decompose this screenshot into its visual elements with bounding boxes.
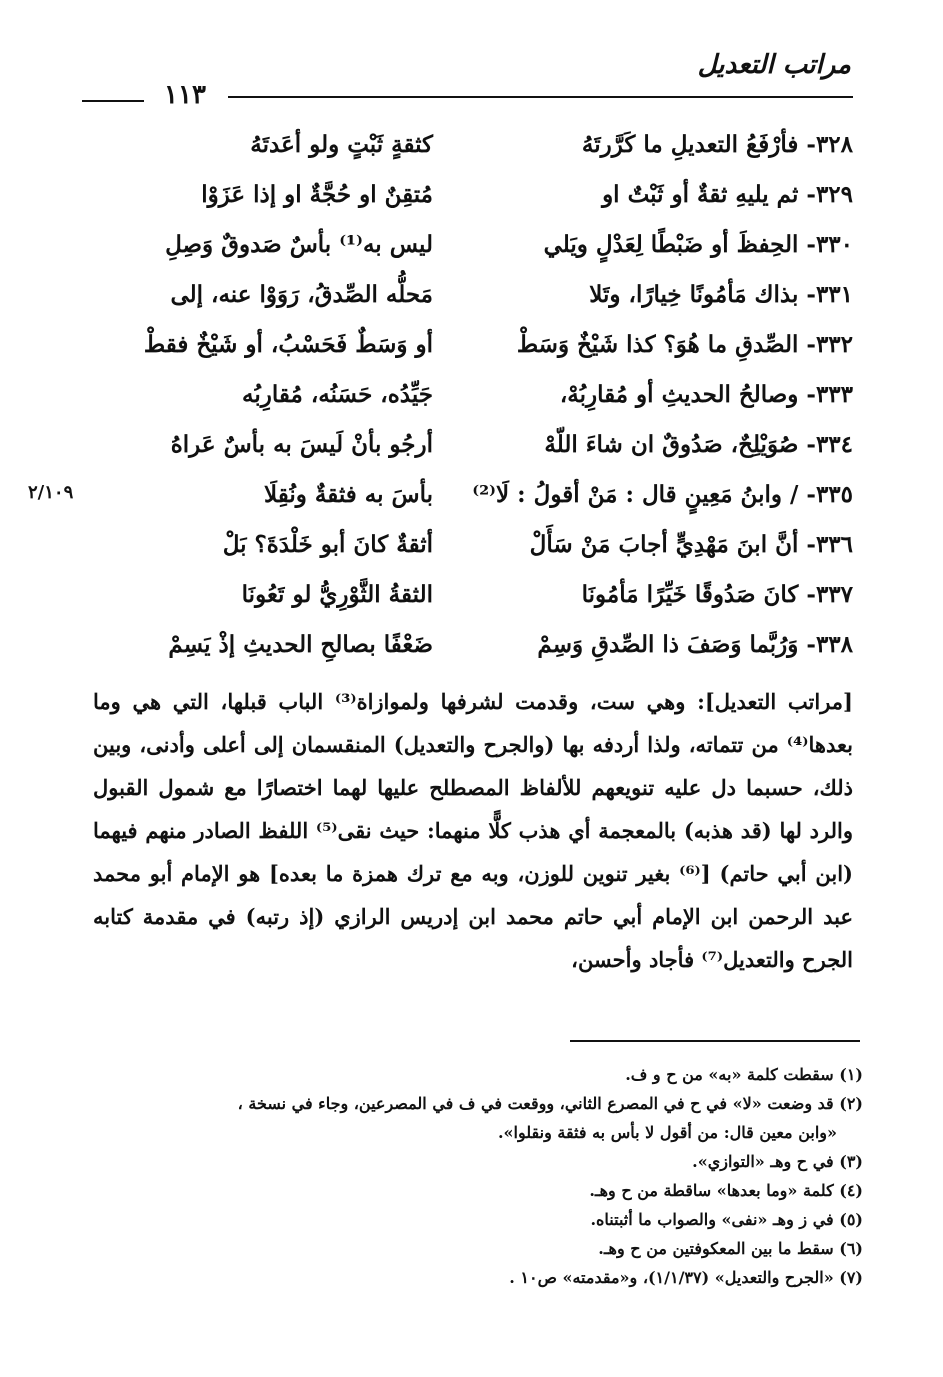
verse-first-hemistich: ٣٣١- بذاك مَأمُونًا خِيارًا، وتَلا: [589, 281, 853, 308]
verse-333: [113, 372, 853, 422]
verse-first-hemistich: ٣٣٣- وصالحُ الحديثِ أو مُقارِبُهْ،: [559, 381, 853, 408]
verse-second-hemistich: ليس به⁽¹⁾ بأسٌ صَدوقٌ وَصِلِ: [165, 231, 433, 258]
verse-first-hemistich: ٣٣٥- / وابنُ مَعِينٍ قال : مَنْ أقولُ : لَا⁽²⁾: [472, 481, 853, 508]
footnote-7: (٧) «الجرح والتعديل» (١/١/٣٧)، و«مقدمته» ص١٠ .: [509, 1268, 863, 1287]
running-title: مراتب التعديل: [697, 50, 851, 80]
verse-329: [113, 172, 853, 222]
footnote-5: (٥) في ز وهـ «نفى» والصواب ما أثبتناه.: [590, 1210, 863, 1229]
verse-first-hemistich: ٣٣٦- أنَّ ابنَ مَهْدِيٍّ أجابَ مَنْ سَأَلْ: [529, 531, 853, 558]
verse-first-hemistich: ٣٣٨- وَرُبَّما وَصَفَ ذا الصِّدقِ وَسِمْ: [537, 631, 853, 658]
footnote-3: (٣) في ح وهـ «التوازي».: [692, 1152, 863, 1171]
commentary-body: [93, 680, 853, 981]
commentary-text: وهي ست، وقدمت لشرفها ولموازاة⁽³⁾ الباب قبلها، التي هي وما بعدها⁽⁴⁾ من تتماته، ولذا أردفه بها (والجرح والتعديل) المنقسمان إلى أعلى وأدنى، وبين ذلك، حسبما دل عليه تنويعهم للألفاظ المصطلح عليها لهما اختصارًا مع شمول القبول والرد لها (قد هذبه) بالمعجمة أي هذب كلًّا منهما: حيث نقى⁽⁵⁾ اللفظ الصادر منهم فيهما (ابن أبي حاتم) [⁽⁶⁾ بغير تنوين للوزن، وبه مع ترك همزة ما بعده] هو الإمام أبو محمد عبد الرحمن ابن الإمام أبي حاتم محمد ابن إدريس الرازي (إذ رتبه) في مقدمة كتابه الجرح والتعديل⁽⁷⁾ فأجاد وأحسن،: [93, 689, 853, 972]
verse-first-hemistich: ٣٢٩- ثم يليهِ ثقةٌ أو ثَبْتٌ او: [602, 181, 853, 208]
verse-336: [113, 522, 853, 572]
verse-first-hemistich: ٣٢٨- فأرْفَعُ التعديلِ ما كَرَّرتَهُ: [581, 131, 853, 158]
verse-334: [113, 422, 853, 472]
page-number: ١١٣: [164, 80, 206, 110]
verse-second-hemistich: جَيِّدُه، حَسَنُه، مُقارِبُه: [242, 381, 433, 408]
footnote-6: (٦) سقط ما بين المعكوفتين من ح وهـ.: [598, 1239, 863, 1258]
margin-reference: ٢/١٠٩: [28, 482, 74, 503]
verse-335: [113, 472, 853, 522]
header-rule-short: [82, 100, 144, 102]
verse-338: [113, 622, 853, 672]
footnote-2-text: (٢) قد وضعت «لا» في ح في المصرع الثاني، ووقعت في ف في المصرعين، وجاء في نسخة ،: [237, 1094, 863, 1113]
verse-first-hemistich: ٣٣٠- الحِفظَ أو ضَبْطًا لِعَدْلٍ ويَلي: [543, 231, 853, 258]
verse-second-hemistich: أرجُو بأنْ لَيسَ به بأسٌ عَراهُ: [170, 431, 433, 458]
verse-first-hemistich: ٣٣٧- كانَ صَدُوقًا خَيِّرًا مَأمُونَا: [581, 581, 853, 608]
verse-328: [113, 122, 853, 172]
verse-second-hemistich: مُتقِنٌ او حُجَّةٌ او إذا عَزَوْا: [201, 181, 433, 208]
footnote-2: [83, 1089, 863, 1147]
commentary-paragraph: [93, 680, 853, 981]
verse-second-hemistich: أو وَسَطٌ فَحَسْبُ، أو شَيْخٌ فقطْ: [143, 331, 433, 358]
footnote-4: (٤) كلمة «وما بعدها» ساقطة من ح وهـ.: [589, 1181, 863, 1200]
verse-331: [113, 272, 853, 322]
header-rule-long: [228, 96, 853, 98]
verse-second-hemistich: مَحلُّه الصِّدقُ، رَوَوْا عنه، إلى: [170, 281, 433, 308]
verse-second-hemistich: ضَعْفًا بصالحِ الحديثِ إذْ يَسِمْ: [168, 631, 433, 658]
footnote-1: (١) سقطت كلمة «به» من ح و ف.: [625, 1065, 863, 1084]
commentary-lead: [مراتب التعديل]:: [697, 689, 853, 714]
verse-332: [113, 322, 853, 372]
verse-330: [113, 222, 853, 272]
footnotes: [83, 1060, 863, 1292]
verse-337: [113, 572, 853, 622]
verse-second-hemistich: بأسَ به فثقةٌ ونُقِلَا: [263, 481, 433, 508]
verse-second-hemistich: كثقةٍ ثَبْتٍ ولو أعَدتَهُ: [250, 131, 433, 158]
footnote-2-continuation: «وابن معين قال: من أقول لا بأس به فثقة ونقلوا».: [497, 1123, 837, 1142]
poem-verses: [113, 122, 853, 672]
footnote-rule: [570, 1040, 860, 1042]
verse-first-hemistich: ٣٣٢- الصِّدقِ ما هُوَ؟ كذا شَيْخٌ وَسَطْ: [516, 331, 853, 358]
verse-second-hemistich: أثقةٌ كانَ أبو خَلْدَةَ؟ بَلْ: [222, 531, 433, 558]
verse-first-hemistich: ٣٣٤- صُوَيْلِحٌ، صَدُوقٌ ان شاءَ اللّهْ: [544, 431, 853, 458]
verse-second-hemistich: الثقةُ الثَّوْرِيُّ لو تَعُونَا: [241, 581, 433, 608]
